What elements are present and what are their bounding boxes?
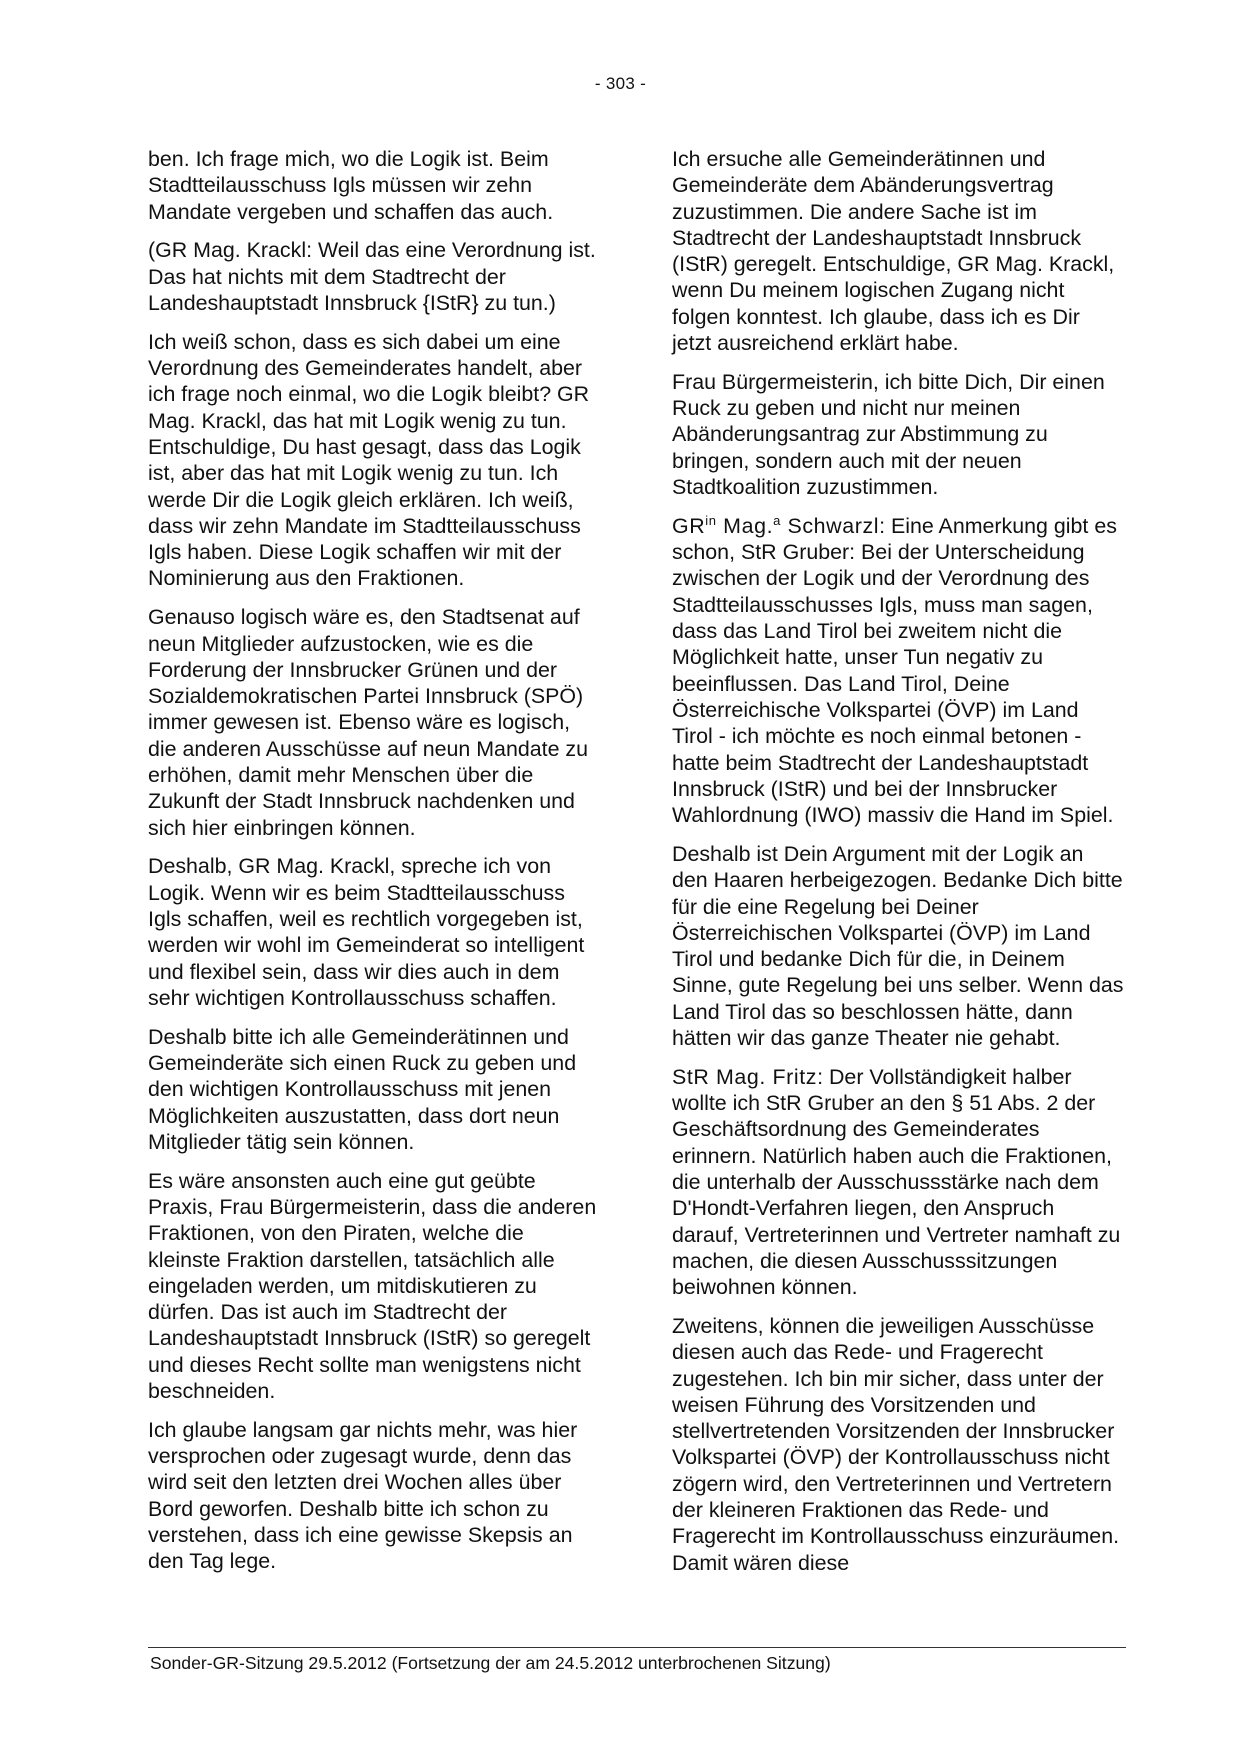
paragraph: Deshalb, GR Mag. Krackl, spreche ich von Logik. Wenn wir es beim Stadtteilausschuss Igls schaffen, weil es rechtlich vorgegeben ist, werden wir wohl im Gemeinderat so intelligent und flexibel sein, dass wir dies auch in dem sehr wichtigen Kontrollausschuss schaffen. [148,854,585,1010]
paragraph: Ich glaube langsam gar nichts mehr, was hier versprochen oder zugesagt wurde, denn das wird seit den letzten drei Wochen alles über Bord geworfen. Deshalb bitte ich schon zu verstehen, dass ich eine gewisse Skepsis an den Tag lege. [148,1417,578,1574]
speech-fritz [672,1064,1124,1301]
speaker-name: $GR^{in}$ Mag.$^a$ Schwarzl [672,512,880,538]
paragraph: Zweitens, können die jeweiligen Ausschüsse diesen auch das Rede- und Fragerecht zugestehen. Ich bin mir sicher, dass unter der weisen Führung des Vorsitzenden und stellvertretenden Vorsitzenden der Innsbrucker Volkspartei (ÖVP) der Kontrollausschuss nicht zögern wird, den Vertreterinnen und Vertretern der kleineren Fraktionen das Rede- und Fragerecht im Kontrollausschuss einzuräumen. Damit wären diese [672,1313,1120,1575]
paragraph: Frau Bürgermeisterin, ich bitte Dich, Dir einen Ruck zu geben und nicht nur meinen Abänderungsantrag zur Abstimmung zu bringen, sondern auch mit der neuen Stadtkoalition zuzustimmen. [672,369,1105,500]
paragraph: Ich ersuche alle Gemeinderätinnen und Gemeinderäte dem Abänderungsvertrag zuzustimmen. Die andere Sache ist im Stadtrecht der Landeshauptstadt Innsbruck (IStR) geregelt. Entschuldige, GR Mag. Krackl, wenn Du meinem logischen Zugang nicht folgen konntest. Ich glaube, dass ich es Dir jetzt ausreichend erklärt habe. [672,147,1115,356]
speech-schwarzl [672,513,1124,829]
footer: Sonder-GR-Sitzung 29.5.2012 (Fortsetzung der am 24.5.2012 unterbrochenen Sitzung) [150,1653,831,1673]
paragraph: Deshalb ist Dein Argument mit der Logik an den Haaren herbeigezogen. Bedanke Dich bitte für die eine Regelung bei Deiner Österreichischen Volkspartei (ÖVP) im Land Tirol und bedanke Dich für die, in Deinem Sinne, gute Regelung bei uns selber. Wenn das Land Tirol das so beschlossen hätte, dann hätten wir das ganze Theater nie gehabt. [672,841,1124,1050]
paragraph: ben. Ich frage mich, wo die Logik ist. Beim Stadtteilausschuss Igls müssen wir zehn Mandate vergeben und schaffen das auch. [148,147,554,224]
speaker-name: StR Mag. Fritz [672,1064,818,1089]
page-number: - 303 - [594,74,647,93]
paragraph: Ich weiß schon, dass es sich dabei um eine Verordnung des Gemeinderates handelt, aber ich frage noch einmal, wo die Logik bleibt? GR Mag. Krackl, das hat mit Logik wenig zu tun. Entschuldige, Du hast gesagt, dass das Logik ist, aber das hat mit Logik wenig zu tun. Ich werde Dir die Logik gleich erklären. Ich weiß, dass wir zehn Mandate im Stadtteilausschuss Igls haben. Diese Logik schaffen wir mit der Nominierung aus den Fraktionen. [148,329,590,591]
paragraph: Es wäre ansonsten auch eine gut geübte Praxis, Frau Bürgermeisterin, dass die anderen Fraktionen, von den Piraten, welche die kleinste Fraktion darstellen, tatsächlich alle eingeladen werden, um mitdiskutieren zu dürfen. Das ist auch im Stadtrecht der Landeshauptstadt Innsbruck (IStR) so geregelt und dieses Recht sollte man wenigstens nicht beschneiden. [148,1168,597,1404]
left-column [148,146,600,1587]
right-column [672,146,1124,1588]
speech-text: : Der Vollständigkeit halber wollte ich StR Gruber an den § 51 Abs. 2 der Geschäftsordnung des Gemeinderates erinnern. Natürlich haben auch die Fraktionen, die unterhalb der Ausschussstärke nach dem D'Hondt-Verfahren liegen, den Anspruch darauf, Vertreterinnen und Vertreter namhaft zu machen, die diesen Ausschusssitzungen beiwohnen können. [672,1064,1121,1300]
paragraph: Genauso logisch wäre es, den Stadtsenat auf neun Mitglieder aufzustocken, wie es die Forderung der Innsbrucker Grünen und der Sozialdemokratischen Partei Innsbruck (SPÖ) immer gewesen ist. Ebenso wäre es logisch, die anderen Ausschüsse auf neun Mandate zu erhöhen, damit mehr Menschen über die Zukunft der Stadt Innsbruck nachdenken und sich hier einbringen können. [148,605,589,840]
speech-text: : Eine Anmerkung gibt es schon, StR Gruber: Bei der Unterscheidung zwischen der Logik und der Verordnung des Stadtteilausschusses Igls, muss man sagen, dass das Land Tirol bei zweitem nicht die Möglichkeit hatte, unser Tun negativ zu beeinflussen. Das Land Tirol, Deine Österreichische Volkspartei (ÖVP) im Land Tirol - ich möchte es noch einmal betonen - hatte beim Stadtrecht der Landeshauptstadt Innsbruck (IStR) und bei der Innsbrucker Wahlordnung (IWO) massiv die Hand im Spiel. [672,513,1117,828]
footer-divider [148,1647,1126,1648]
paragraph: Deshalb bitte ich alle Gemeinderätinnen und Gemeinderäte sich einen Ruck zu geben und den wichtigen Kontrollausschuss mit jenen Möglichkeiten auszustatten, dass dort neun Mitglieder tätig sein können. [148,1024,577,1154]
interjection: (GR Mag. Krackl: Weil das eine Verordnung ist. Das hat nichts mit dem Stadtrecht der Landeshauptstadt Innsbruck {IStR} zu tun.) [148,238,596,315]
